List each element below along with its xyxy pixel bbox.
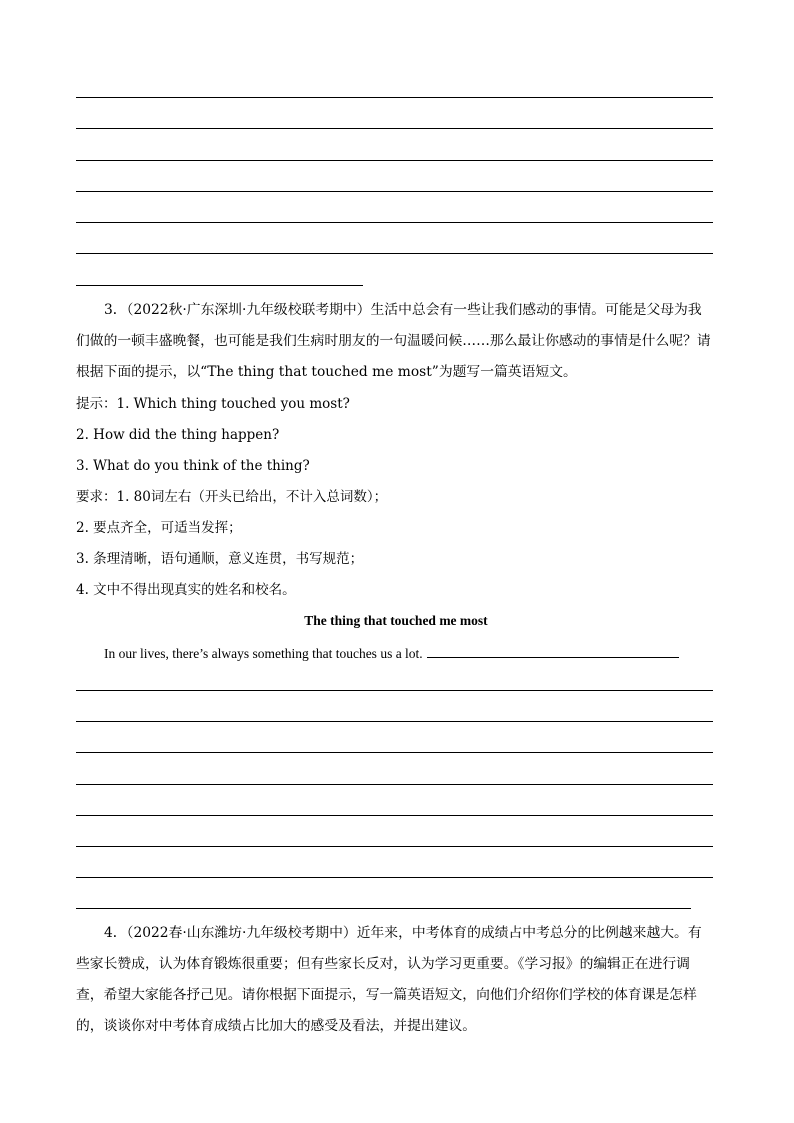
question-3-prompt: 3．（2022秋·广东深圳·九年级校联考期中）生活中总会有一些让我们感动的事情。可能是父母为我们做的一顿丰盛晚餐，也可能是我们生病时朋友的一句温暖问候……那么最让你感动的事情是什么呢？请根据下面的提示，以“The thing that touched me most”为题写一篇英语短文。 xyxy=(76,302,711,380)
writing-line xyxy=(76,128,713,129)
writing-line[interactable] xyxy=(76,721,713,722)
answer-blank[interactable] xyxy=(427,645,679,658)
hint-3: 3. What do you think of the thing? xyxy=(76,458,310,474)
writing-line[interactable] xyxy=(76,690,713,691)
writing-line xyxy=(76,285,363,286)
hint-1: 提示：1. Which thing touched you most? xyxy=(76,396,350,412)
question-4-prompt: 4．（2022春·山东潍坊·九年级校考期中）近年来，中考体育的成绩占中考总分的比例越来越大。有些家长赞成，认为体育锻炼很重要；但有些家长反对，认为学习更重要。《学习报》的编辑正在进行调查，希望大家能各抒己见。请你根据下面提示，写一篇英语短文，向他们介绍你们学校的体育课是怎样的，谈谈你对中考体育成绩占比加大的感受及看法，并提出建议。 xyxy=(76,925,702,1034)
essay-title: The thing that touched me most xyxy=(304,613,488,628)
requirement-4: 4. 文中不得出现真实的姓名和校名。 xyxy=(76,582,296,598)
writing-line[interactable] xyxy=(76,846,713,847)
writing-line xyxy=(76,253,713,254)
writing-line[interactable] xyxy=(76,784,713,785)
writing-line xyxy=(76,191,713,192)
hint-2: 2. How did the thing happen? xyxy=(76,427,280,443)
writing-line[interactable] xyxy=(76,877,713,878)
opening-sentence: In our lives, there’s always something that touches us a lot. xyxy=(104,646,423,661)
writing-line[interactable] xyxy=(76,752,713,753)
writing-line xyxy=(76,97,713,98)
writing-line xyxy=(76,222,713,223)
writing-line[interactable] xyxy=(76,815,713,816)
opening-line xyxy=(104,644,724,664)
writing-line[interactable] xyxy=(76,908,691,909)
requirement-3: 3. 条理清晰，语句通顺，意义连贯，书写规范； xyxy=(76,551,364,567)
writing-line xyxy=(76,160,713,161)
requirement-2: 2. 要点齐全，可适当发挥； xyxy=(76,520,242,536)
requirement-1: 要求：1. 80词左右（开头已给出，不计入总词数）； xyxy=(76,489,388,505)
